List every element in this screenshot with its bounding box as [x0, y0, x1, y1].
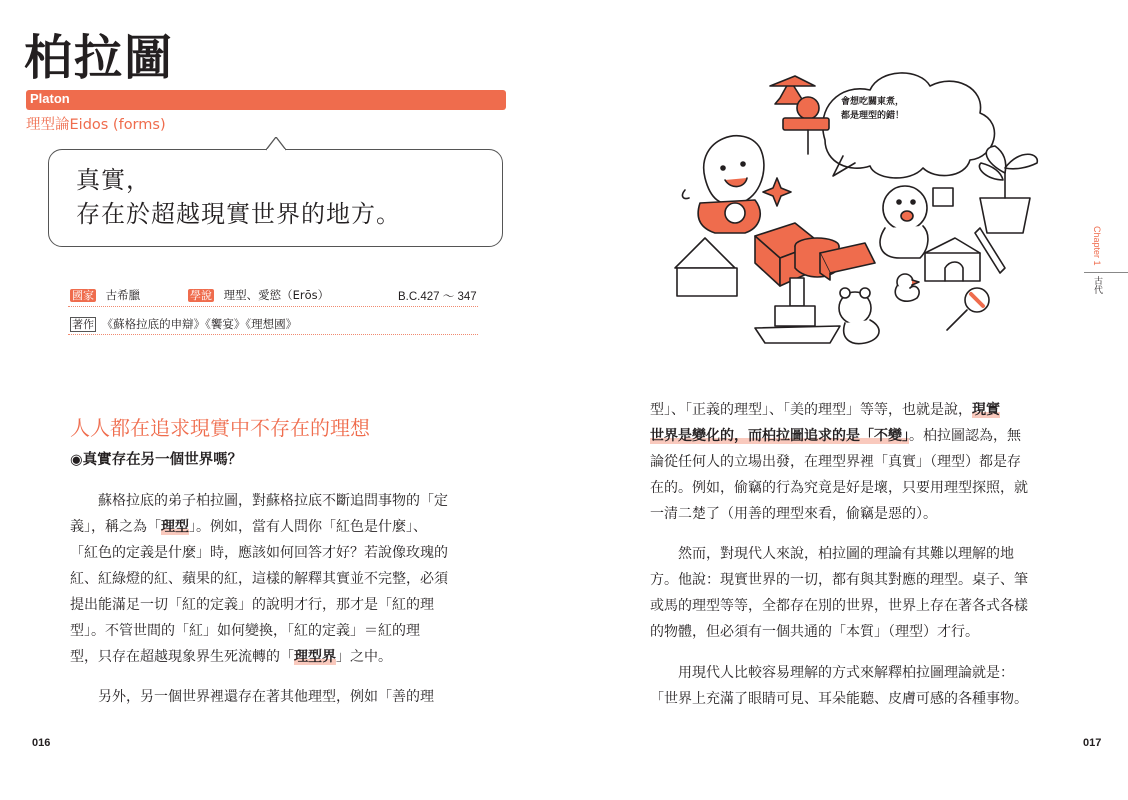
side-chapter: Chapter 1 — [1092, 226, 1102, 266]
text-line: 方。他說：現實世界的一切，都有與其對應的理型。桌子、筆 — [650, 572, 1028, 588]
highlight-term: 理型界 — [294, 649, 336, 665]
text-run: 型，只存在超越現象界生死流轉的「 — [70, 649, 294, 665]
subtitle: 理型論Eidos (forms) — [26, 117, 166, 133]
text-line: 然而，對現代人來說，柏拉圖的理論有其難以理解的地 — [678, 546, 1014, 562]
text-line: 另外，另一個世界裡還存在著其他理型，例如「善的理 — [98, 689, 434, 705]
text-line: 一清二楚了（用善的理型來看，偷竊是惡的）。 — [650, 506, 937, 522]
text-line — [70, 644, 480, 670]
boy-icon — [682, 136, 763, 233]
page-title: 柏拉圖 — [24, 30, 175, 86]
section-heading: 人人都在追求現實中不存在的理想 — [70, 416, 370, 440]
plant-icon — [979, 146, 1037, 233]
text-line: 的物體，但必須有一個共通的「本質」（理型）才行。 — [650, 624, 979, 640]
name-banner — [26, 90, 506, 110]
divider — [68, 334, 478, 335]
highlight-term: 現實 — [972, 402, 1000, 418]
text-line: 蘇格拉底的弟子柏拉圖，對蘇格拉底不斷追問事物的「定 — [98, 493, 448, 509]
text-line: 型」。不管世間的「紅」如何變換，「紅的定義」＝紅的理 — [70, 623, 420, 639]
chapter-side-tab — [1090, 226, 1104, 294]
quote-line-1: 真實， — [76, 166, 151, 194]
highlight-term: 理型 — [161, 519, 189, 535]
text-line: 紅、紅綠燈的紅、蘋果的紅，這樣的解釋其實並不完整，必須 — [70, 571, 448, 587]
divider — [68, 306, 478, 307]
works-value: 《蘇格拉底的申辯》《饗宴》《理想國》 — [101, 317, 298, 331]
text-line — [650, 423, 1060, 449]
text-line: 在的。例如，偷竊的行為究竟是好是壞，只要用理型探照，就 — [650, 480, 1028, 496]
right-paragraph-3 — [650, 660, 1060, 712]
dates: B.C.427 ～ 347 — [398, 291, 477, 303]
boat-icon — [755, 278, 840, 343]
left-paragraph-2 — [70, 684, 480, 710]
text-line — [650, 397, 1060, 423]
rattle-icon — [947, 288, 989, 330]
theory-tag: 學說 — [190, 289, 212, 302]
text-run: 。柏拉圖認為，無 — [909, 428, 1021, 444]
country-value: 古希臘 — [105, 288, 141, 302]
name-en: Platon — [30, 91, 70, 106]
text-line: 用現代人比較容易理解的方式來解釋柏拉圖理論就是： — [678, 665, 1014, 681]
quote-text — [76, 163, 401, 231]
page-number-left: 016 — [32, 737, 51, 749]
sparkle-icon — [763, 178, 791, 206]
text-line: 或馬的理型等等，全都存在別的世界，世界上存在著各式各樣 — [650, 598, 1028, 614]
quote-line-2: 存在於超越現實世界的地方。 — [76, 200, 401, 228]
text-line: 論從任何人的立場出發，在理型界裡「真實」（理型）都是存 — [650, 454, 1021, 470]
works-tag: 著作 — [72, 318, 94, 331]
right-paragraph-2 — [650, 541, 1060, 645]
house-block-icon — [925, 228, 1005, 281]
text-line: 「紅色的定義是什麼」時，應該如何回答才好？若說像玫瑰的 — [70, 545, 448, 561]
left-paragraph-1 — [70, 488, 480, 670]
country-tag: 國家 — [72, 289, 94, 302]
info-country — [70, 287, 140, 303]
text-line — [70, 514, 480, 540]
theory-value: 理型、愛慾（Erōs） — [223, 288, 330, 302]
page-number-right: 017 — [1083, 737, 1102, 749]
thought-cloud — [823, 73, 995, 178]
text-run: 」之中。 — [336, 649, 392, 665]
duck-icon — [895, 274, 919, 301]
oden-icon — [770, 76, 829, 154]
text-run: 型」、「正義的理型」、「美的理型」等等，也就是說， — [650, 402, 972, 418]
side-tab-rule — [1084, 272, 1128, 273]
text-line: 提出能滿足一切「紅的定義」的說明才行，那才是「紅的理 — [70, 597, 434, 613]
text-run: 」。例如，當有人問你「紅色是什麼」、 — [189, 519, 427, 535]
info-theory — [188, 287, 329, 303]
info-works — [70, 316, 297, 332]
text-run: 義」，稱之為「 — [70, 519, 161, 535]
side-era: 古代 — [1092, 276, 1102, 295]
section-subheading: ◉真實存在另一個世界嗎？ — [70, 452, 243, 468]
blocks-icon — [675, 223, 875, 296]
highlight-term: 世界是變化的，而柏拉圖追求的是「不變」 — [650, 428, 909, 444]
bear-icon — [839, 288, 879, 344]
right-paragraph-1 — [650, 397, 1060, 527]
text-line: 「世界上充滿了眼睛可見、耳朵能聽、皮膚可感的各種事物。 — [650, 691, 1028, 707]
illustration-speech: 會想吃關東煮， 都是理型的錯！ — [841, 97, 905, 121]
bubble-tail-icon — [266, 137, 290, 151]
